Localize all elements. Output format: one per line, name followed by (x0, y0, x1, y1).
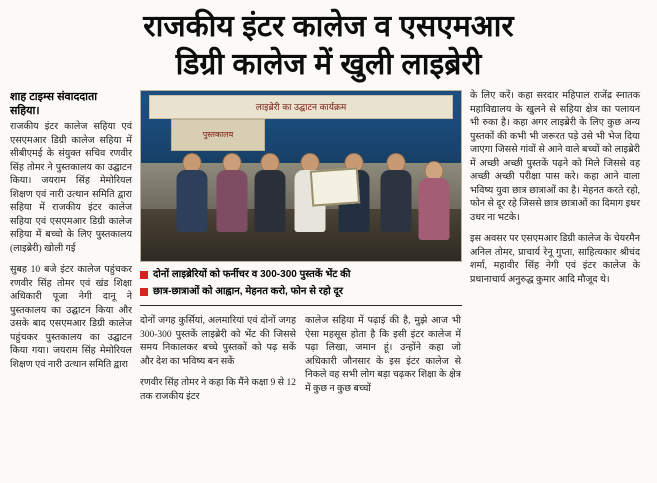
headline-line-2: डिग्री कालेज में खुली लाइब्रेरी (175, 48, 482, 81)
callout-text: छात्र-छात्राओं को आह्वान, मेहनत करो, फोन से रहो दूर (153, 286, 343, 297)
article-body (10, 90, 647, 420)
photo-banner-text: लाइब्रेरी का उद्घाटन कार्यक्रम (149, 95, 453, 119)
lower-columns (140, 315, 462, 404)
lower-left-column (140, 315, 296, 404)
middle-column (140, 90, 462, 404)
photo-secondary-banner-text: पुस्तकालय (171, 119, 265, 151)
callout-text: दोनों लाइब्रेरियों को फर्नीचर व 300-300 पुस्तकें भेंट की (153, 269, 351, 280)
certificate-prop (310, 167, 360, 206)
right-column (470, 90, 640, 287)
photo-person (215, 153, 249, 249)
lower-right-paragraph-1: कालेज सहिया में पढ़ाई की है, मुझे आज भी ऐसा महसूस होता है कि इसी इंटर कालेज में पढ़ा लिखा, जमान हूं। उन्होंने कहा जो अधिकारी जौनसार के इस इंटर कालेज से निकले वह सभी लोग बड़ा चढ़कर शिक्षा के क्षेत्र में कुछ न कुछ बच्चों (305, 316, 461, 394)
headline-line-1: राजकीय इंटर कालेज व एसएमआर (143, 10, 514, 43)
byline (10, 90, 132, 118)
page-title (10, 8, 647, 84)
callout-divider (140, 305, 462, 306)
callout-item (140, 285, 462, 299)
left-paragraph-1: राजकीय इंटर कालेज सहिया एवं एसएमआर डिग्री कालेज सहिया में सीबीएमई के संयुक्त सचिव रणवीर सिंह तोमर ने पुस्तकालय का उद्घाटन किया। जयराम सिंह मेमोरियल शिक्षण एवं नारी उत्थान समिति द्वारा सहिया में राजकीय इंटर कालेज सहिया एवं एसएमआर डिग्री कालेज सहिया में बच्चो के लिए पुस्तकालय (लाइब्रेरी) खोली गई (10, 122, 132, 254)
red-square-icon (140, 271, 148, 279)
lower-left-paragraph-1: दोनों जगह कुर्सियां, अलमारियां एवं दोनों जगह 300-300 पुस्तकें लाइब्रेरी को भेंट की जिससे समय निकालकर बच्चे पुस्तकों को पढ़ सकें और देश का भविष्य बन सकें (140, 316, 296, 367)
red-square-icon (140, 288, 148, 296)
lower-left-paragraph-2: रणवीर सिंह तोमर ने कहा कि मैंने कक्षा 9 से 12 तक राजकीय इंटर (140, 378, 296, 402)
photo-person (175, 153, 209, 249)
photo-person (379, 153, 413, 249)
byline-place: सहिया। (10, 105, 40, 117)
left-column (10, 90, 132, 372)
article-photo (140, 90, 462, 262)
photo-person (417, 161, 451, 249)
callout-item (140, 268, 462, 282)
left-paragraph-2: सुबह 10 बजे इंटर कालेज पहुंचकर रणवीर सिंह तोमर एवं खंड शिक्षा अधिकारी पूजा नेगी दानू ने पुस्तकालय का उद्घाटन किया और उसके बाद एसएमआर डिग्री कालेज पहुंचकर पुस्तकालय का उद्घाटन किया गया। जयराम सिंह मेमोरियल शिक्षण एवं नारी उत्थान समिति द्वारा (10, 265, 132, 370)
callout-list (140, 268, 462, 302)
right-paragraph-2: इस अवसर पर एसएमआर डिग्री कालेज के चेयरमैन अनिल तोमर, प्राचार्य रेनू गुप्ता, साहित्यकार श्रीचंद शर्मा, महावीर सिंह नेगी एवं इंटर कालेज के प्रधानाचार्य अनुरुद्ध कुमार आदि मौजूद थे। (470, 234, 640, 285)
photo-person (253, 153, 287, 249)
byline-source: शाह टाइम्स संवाददाता (10, 91, 98, 103)
lower-right-column (305, 315, 461, 404)
right-paragraph-1: के लिए करें। कहा सरदार महिपाल राजेंद्र स्नातक महाविद्यालय के खुलने से सहिया क्षेत्र का पलायन भी रुका है। कहा अगर लाइब्रेरी के लिए कुछ अन्य पुस्तकों की कभी भी जरूरत पड़े उसे भी भेज दिया जाएगा जिससे गांवों से आने वाले बच्चों को लाइब्रेरी में अच्छी अच्छी पुस्तकें पढ़ने को मिले जिससे वह अच्छी अच्छी परीक्षा पास करे। कहा आने वाला भविष्य युवा छात्र छात्राओं का है। मेहनत करते रहो, फोन से दूर रहे जिससे छात्र छात्राओं का दिमाग इधर उधर ना भटके। (470, 91, 640, 223)
